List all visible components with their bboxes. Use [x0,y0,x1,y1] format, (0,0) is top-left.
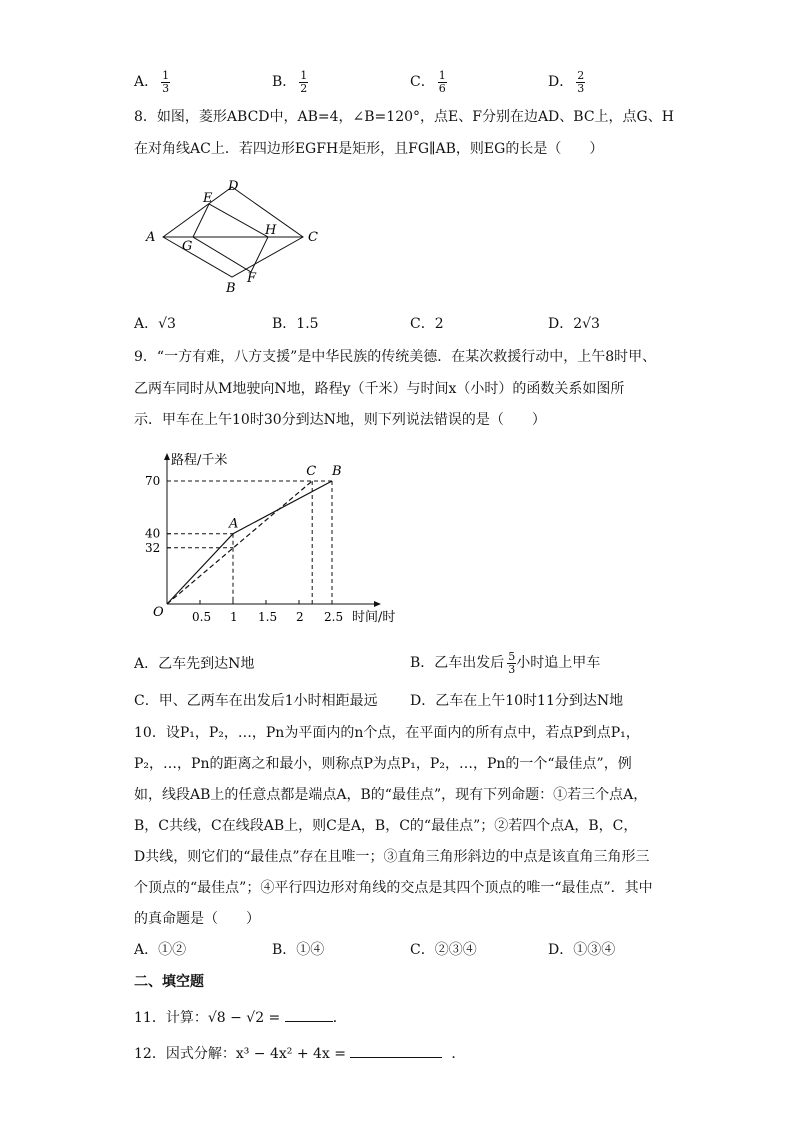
rectangle-egfh [193,204,268,272]
q7-option-b [272,70,308,94]
numerator: 1 [162,69,170,82]
option-label: C． [410,74,435,91]
q10-line-3: 如，线段AB上的任意点都是端点A，B的“最佳点”，现有下列命题：①若三个点A， [134,787,648,803]
rhombus-abcd [163,187,303,277]
point-label-a: A [229,516,239,532]
q12 [134,1047,465,1061]
x-tick-label: 1.5 [258,610,278,624]
option-label: D． [548,74,574,91]
point-label-b: B [332,464,342,479]
q10-line-7: 的真命题是（ ） [134,911,260,927]
q8-option-a: A．√3 [134,316,176,332]
denominator: 2 [300,81,308,95]
q11-text: 11．计算：√8 − √2 = [134,1010,281,1026]
q11 [134,1011,347,1025]
q9-option-a: A．乙车先到达N地 [134,656,255,672]
q8-line-1: 8．如图，菱形ABCD中，AB=4，∠B=120°，点E、F分别在边AD、BC上，点G、H [134,109,674,125]
numerator: 1 [438,69,446,82]
numerator: 2 [577,69,585,82]
q11-answer-blank[interactable] [285,1021,333,1022]
y-tick-label: 70 [145,474,161,488]
denominator: 3 [508,662,516,676]
option-label: B． [272,74,297,91]
q8-option-d: D．2√3 [548,316,600,332]
y-tick-label: 32 [145,540,161,555]
q10-option-c: C．②③④ [410,942,477,958]
q10-line-2: P₂，…，Pn的距离之和最小，则称点P为点P₁，P₂，…，Pn的一个“最佳点”，例 [134,756,632,772]
label-c: C [308,230,318,245]
q10-option-d: D．①③④ [548,942,616,958]
denominator: 3 [162,81,170,95]
q12-text: 12．因式分解：x³ − 4x² + 4x = [134,1046,346,1062]
q8-option-b: B．1.5 [272,316,319,332]
q10-line-4: B，C共线，C在线段AB上，则C是A，B，C的“最佳点”；②若四个点A，B，C， [134,818,638,834]
q8-rhombus-figure [140,176,330,298]
numerator: 1 [300,69,308,82]
q10-option-b: B．①④ [272,942,325,958]
section-title: 二、填空题 [134,974,204,990]
point-label-c: C [306,464,317,479]
label-d: D [228,179,239,194]
q12-answer-blank[interactable] [350,1057,442,1058]
x-axis-label: 时间/时 [352,610,396,625]
q9-option-c: C．甲、乙两车在出发后1小时相距最远 [134,693,378,709]
label-f: F [247,271,257,286]
x-tick-label: 2.5 [324,610,344,624]
q10-line-6: 个顶点的“最佳点”；④平行四边形对角线的交点是其四个顶点的唯一“最佳点”．其中 [134,880,653,896]
q12-end: ． [451,1046,466,1062]
q7-option-c [410,70,447,94]
q10-line-1: 10．设P₁，P₂，…，Pn为平面内的n个点，在平面内的所有点中，若点P到点P₁， [134,725,640,741]
q9-line-3: 示．甲车在上午10时30分到达N地，则下列说法错误的是（ ） [134,412,546,428]
fraction [576,70,585,94]
y-tick-label: 40 [145,526,161,541]
q9-option-b [410,648,600,678]
q8-option-c: C．2 [410,316,444,332]
fraction [438,70,447,94]
numerator: 5 [508,649,516,663]
option-label: A． [134,74,159,91]
q9-option-d: D．乙车在上午10时11分到达N地 [410,693,624,709]
q9-distance-time-graph [140,446,410,632]
label-b: B [226,281,236,296]
fraction [299,70,308,94]
x-tick-label: 1 [230,610,238,624]
label-a: A [146,230,156,245]
series-line-dashed [167,481,312,604]
q9-line-2: 乙两车同时从M地驶向N地，路程y（千米）与时间x（小时）的函数关系如图所 [134,381,625,397]
x-tick-label: 2 [296,610,304,624]
series-line-solid [167,481,332,604]
fraction [161,70,170,94]
q8-line-2: 在对角线AC上．若四边形EGFH是矩形，且FG∥AB，则EG的长是（ ） [134,141,604,157]
option-b-suffix: 小时追上甲车 [516,655,601,671]
q10-option-a: A．①② [134,942,187,958]
option-b-prefix: B．乙车出发后 [410,655,505,671]
y-axis-label: 路程/千米 [171,453,228,468]
origin-label: O [153,605,164,620]
label-h: H [265,223,277,238]
label-e: E [203,191,213,206]
option-b-fraction [507,651,516,675]
denominator: 6 [438,81,446,95]
q11-end: ． [332,1010,347,1026]
q9-line-1: 9．“一方有难，八方支援”是中华民族的传统美德．在某次救援行动中，上午8时甲、 [134,349,657,365]
q10-line-5: D共线，则它们的“最佳点”存在且唯一；③直角三角形斜边的中点是该直角三角形三 [134,849,650,865]
q7-option-d [548,70,585,94]
denominator: 3 [577,81,585,95]
q7-option-a [134,70,170,94]
x-tick-label: 0.5 [192,610,212,624]
label-g: G [182,239,193,254]
